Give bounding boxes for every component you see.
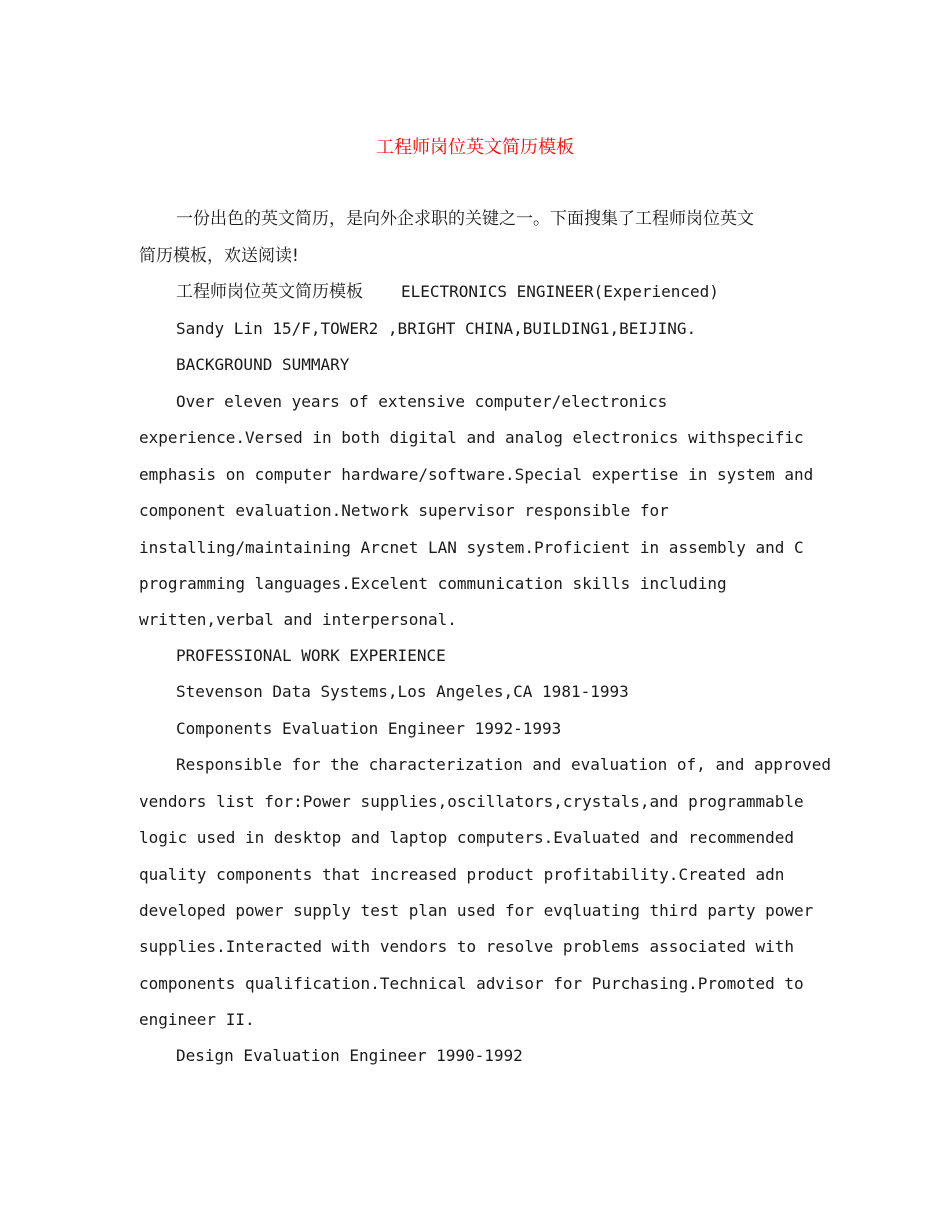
role-title: Design Evaluation Engineer 1990-1992 <box>176 1046 523 1065</box>
role-line: components qualification.Technical advisor for Purchasing.Promoted to <box>139 974 804 993</box>
role-line: supplies.Interacted with vendors to resolve problems associated with <box>139 937 795 956</box>
role-line: engineer II. <box>139 1010 255 1029</box>
employer-line: Stevenson Data Systems,Los Angeles,CA 1981-1993 <box>176 682 629 701</box>
heading-line-en: ELECTRONICS ENGINEER(Experienced) <box>401 282 719 301</box>
role-line: developed power supply test plan used for evqluating third party power <box>139 901 814 920</box>
background-line: Over eleven years of extensive computer/electronics <box>176 392 668 411</box>
background-heading: BACKGROUND SUMMARY <box>176 355 350 374</box>
intro-line-2: 简历模板，欢送阅读! <box>139 246 299 266</box>
intro-line-1: 一份出色的英文简历，是向外企求职的关键之一。下面搜集了工程师岗位英文 <box>176 209 754 229</box>
role-line: vendors list for:Power supplies,oscillators,crystals,and programmable <box>139 792 804 811</box>
background-line: experience.Versed in both digital and analog electronics withspecific <box>139 428 804 447</box>
role-line: quality components that increased product profitability.Created adn <box>139 865 785 884</box>
background-line: component evaluation.Network supervisor responsible for <box>139 501 669 520</box>
heading-line-cn: 工程师岗位英文简历模板 <box>176 282 363 302</box>
background-line: emphasis on computer hardware/software.Special expertise in system and <box>139 465 814 484</box>
background-line: installing/maintaining Arcnet LAN system.Proficient in assembly and C <box>139 538 804 557</box>
role-title: Components Evaluation Engineer 1992-1993 <box>176 719 562 738</box>
heading-line <box>176 279 719 305</box>
role-line: logic used in desktop and laptop computers.Evaluated and recommended <box>139 828 795 847</box>
background-line: programming languages.Excelent communication skills including <box>139 574 727 593</box>
experience-heading: PROFESSIONAL WORK EXPERIENCE <box>176 646 446 665</box>
background-line: written,verbal and interpersonal. <box>139 610 457 629</box>
document-title: 工程师岗位英文简历模板 <box>376 137 574 158</box>
contact-line: Sandy Lin 15/F,TOWER2 ,BRIGHT CHINA,BUILDING1,BEIJING. <box>176 319 697 338</box>
role-line: Responsible for the characterization and evaluation of, and approved <box>176 755 832 774</box>
